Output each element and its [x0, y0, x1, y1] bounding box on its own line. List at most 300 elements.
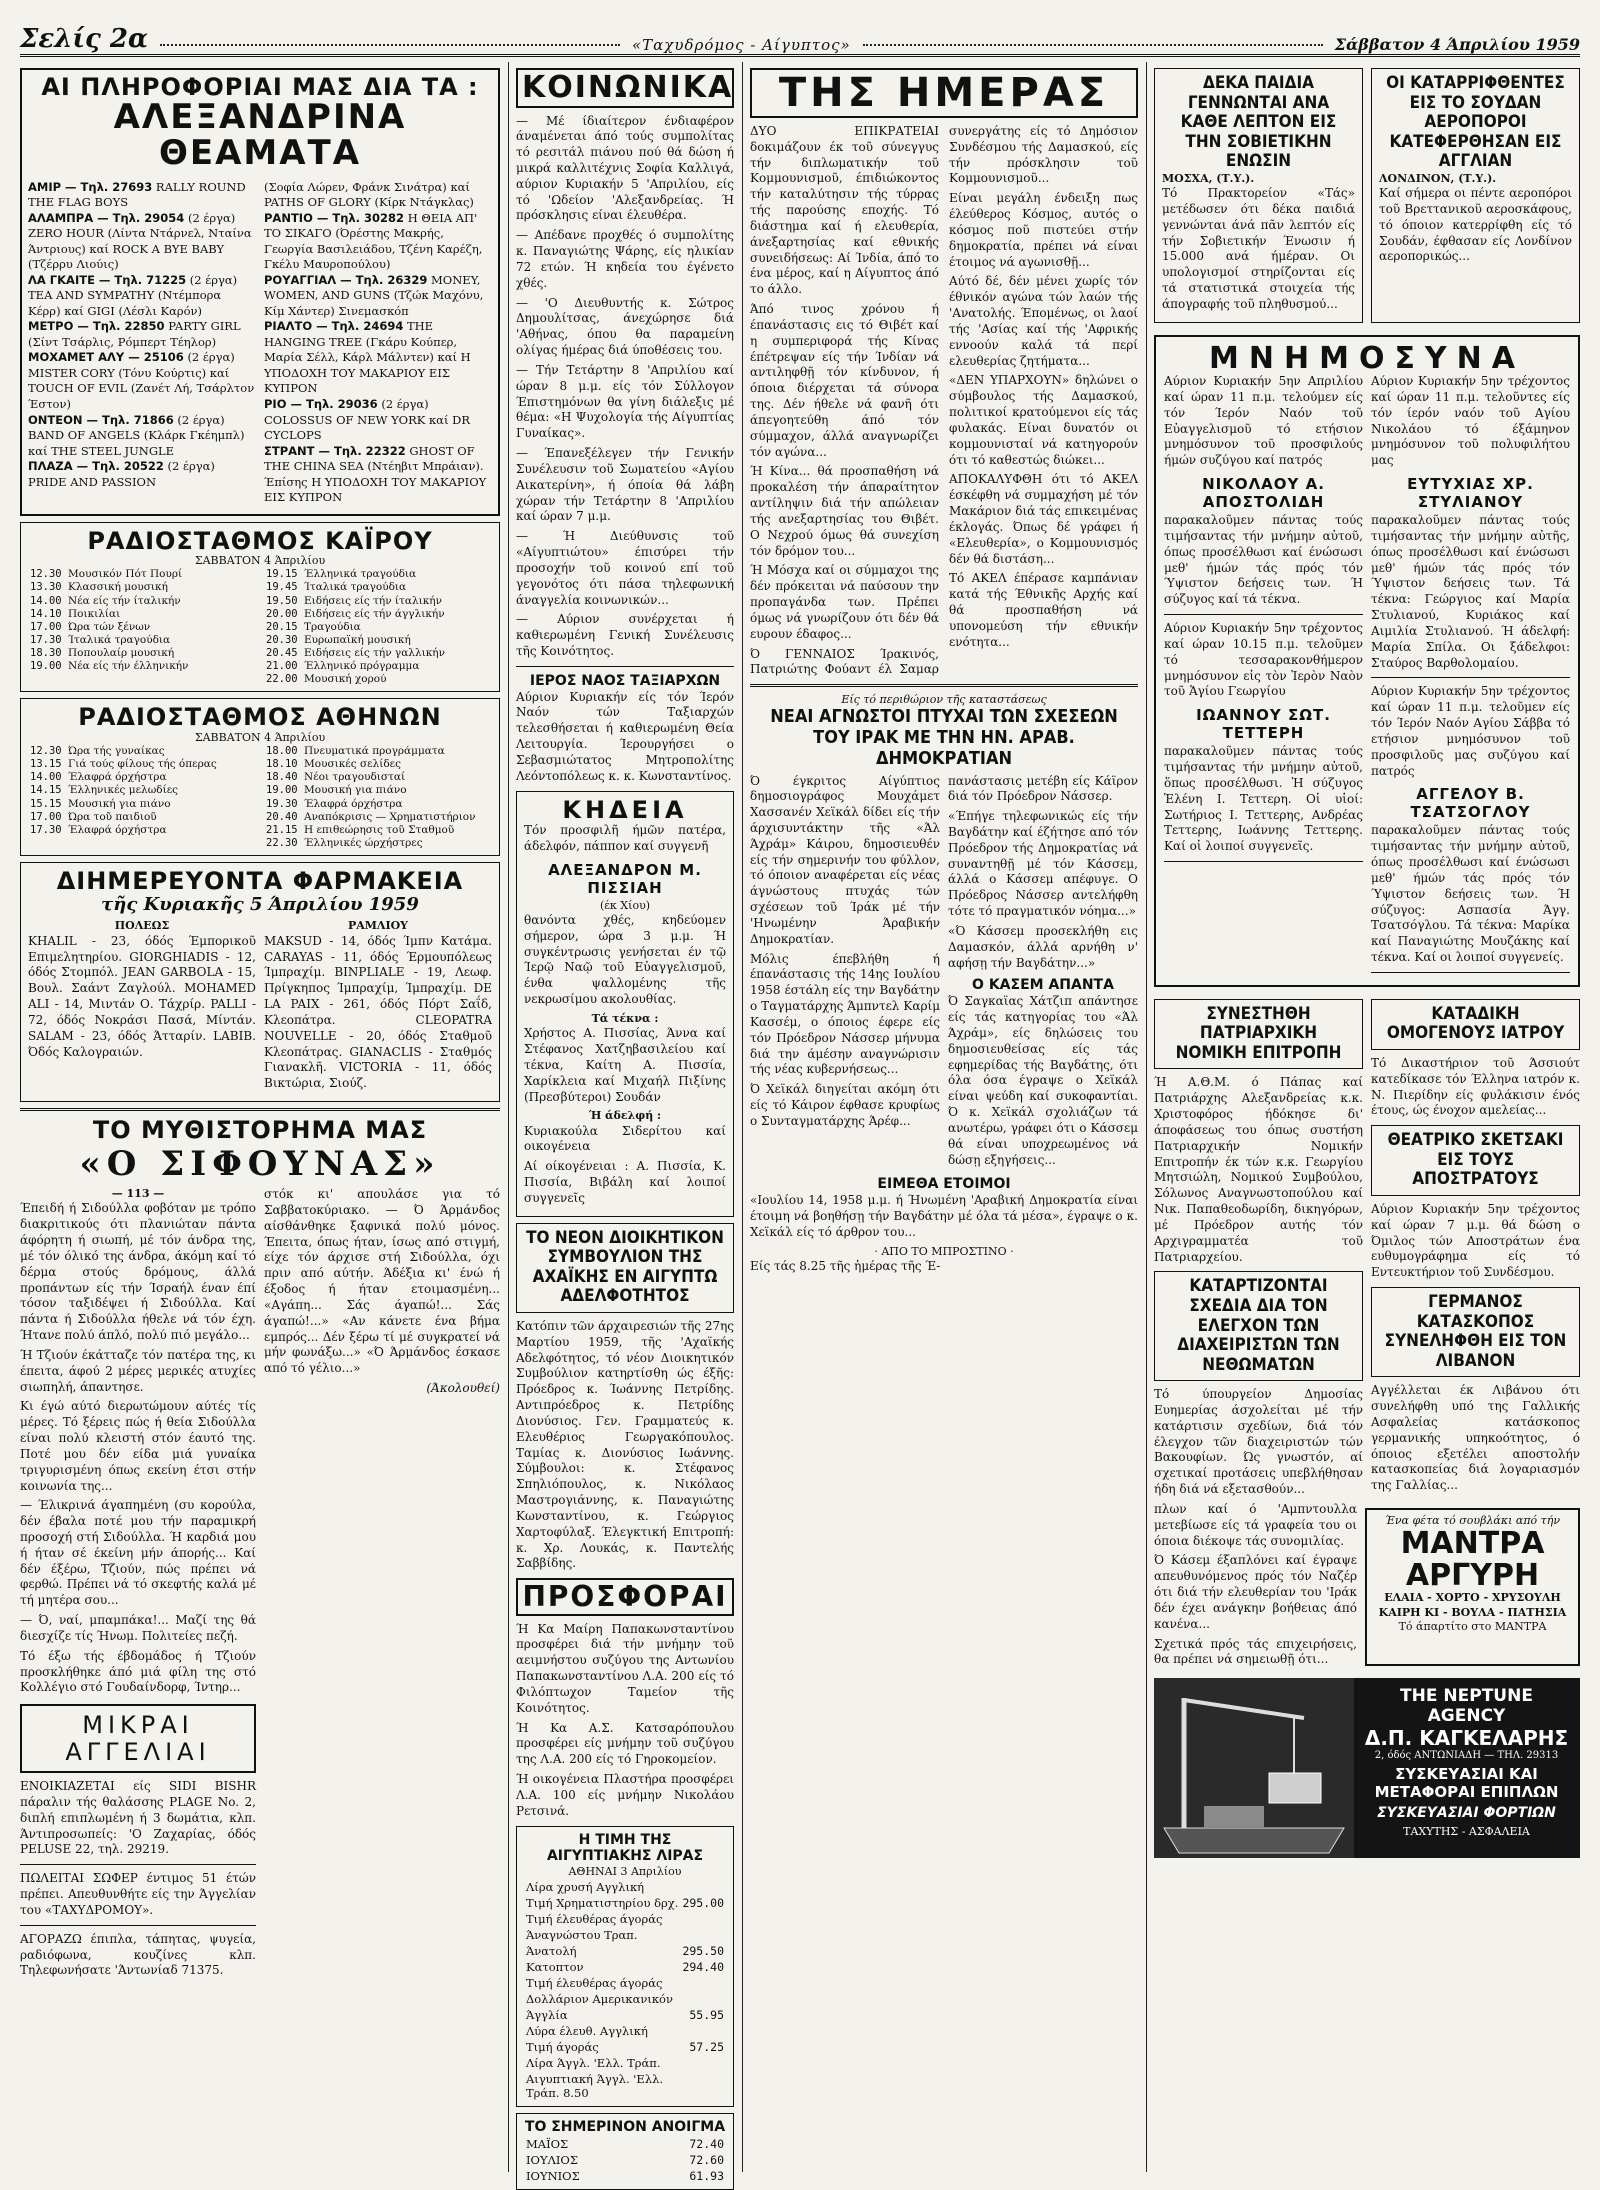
radio-athens-title: ΡΑΔΙΟΣΤΑΘΜΟΣ ΑΘΗΝΩΝ: [78, 703, 442, 732]
schedule-time: 19.00: [266, 784, 298, 797]
day-paragraph: Ό ΓΕΝΝΑΙΟΣ Ίρακινός, Πατριώτης Φούαντ έλ Σαμαρ συνεργάτης είς τό Δημόσιον Συνδέσμου τής Δαμασκού, είς τήν πρόσκλησιν τοῦ Κομμουνισμοῦ...: [750, 124, 1138, 677]
plans-article: [1154, 1271, 1363, 1381]
rate-value: 72.60: [689, 2153, 724, 2168]
iraq-text-right: [948, 774, 1138, 972]
memorials-section: [1154, 335, 1580, 987]
novel-paragraph: Κι έγώ αύτό διερωτώμουν αύτές τίς μέρες. Τό ξέρεις πώς ή θεία Σιδούλλα είναι πολύ κλειστή στόν έαυτό της. Ποτέ μου δέν είδα μιά γυναίκα τριγυρισμένη όπως εκείνη έτσι στήν κοινωνία της...: [20, 1399, 256, 1493]
schedule-time: 22.30: [266, 836, 298, 849]
novel-paragraph: στόκ κι' απουλάσε για τό Σαββατοκύριακο. — Ό Άρμάνδος αίσθάνθηκε ξαφνικά πολύ μόνος. Έπειτα, όπως ήταν, ίσως από στιγμή, είχε τόν άρχισε στή Σιδούλλα, όχι πριν από αύτήν. Άδέξια κι' ένώ ή έξοδος ή ήταν ετοιμασμένη... «Αγάπη... Σάς άγαπώ!... Σάς άγαπώ!...» «Αν κάνετε ένα βήμα εμπρός... Δέν ξέρω τί μέ συγκρατεί νά μήν φωνάξω...» «Ό Άρμάνδος έσκασε από τό γέλιο...»: [264, 1187, 500, 1376]
schedule-row: [264, 758, 492, 771]
pound-rate-title: Η ΤΙΜΗ ΤΗΣ ΑΙΓΥΠΤΙΑΚΗΣ ΛΙΡΑΣ: [546, 1831, 704, 1865]
soviet-births-article: [1154, 68, 1363, 323]
schedule-row: [28, 798, 256, 811]
social-item: — 'Ο Διευθυντής κ. Σώτρος Δημουλίτσας, άνεχώρησε διά 'Αθήνας, όπου θα παραμείνη ολίγας ήμέρας διά ύποθέσεις του.: [516, 295, 734, 358]
continued-label: · ΑΠΟ ΤΟ ΜΠΡΟΣΤΙΝΟ ·: [874, 1244, 1014, 1258]
schedule-row: [28, 595, 256, 608]
legal-committee-title: ΣΥΝΕΣΤΗΘΗ ΠΑΤΡΙΑΡΧΙΚΗ ΝΟΜΙΚΗ ΕΠΙΤΡΟΠΗ: [1175, 1003, 1342, 1063]
rate-value: [680, 1991, 726, 2007]
donations-header: [516, 1578, 734, 1615]
ad-services: ΣΥΣΚΕΥΑΣΙΑΙ ΚΑΙ ΜΕΤΑΦΟΡΑΙ ΕΠΙΠΛΩΝ: [1374, 1765, 1559, 1802]
memorial-intro: Αύριον Κυριακήν 5ην τρέχοντος καί ώραν 11 π.μ. τελοῦμεν είς τόν Ίερόν Ναόν Αγίου Σάββα τό ετήσιον μνημόσυνον τοῦ προσφιλοῦς μας συζύγου καί πατρός: [1371, 684, 1570, 778]
schedule-time: 14.00: [30, 594, 62, 607]
schedule-program: Ώρα τοῦ παιδιοῦ: [68, 810, 157, 823]
sudan-airmen-text: Καί σήμερα οι πέντε αεροπόροι τοῦ Βρεττανικοῦ αεροσκάφους, τό όποιον κατερρίφθη είς τό Σουδάν, έφθασαν είς Λονδίνον αεροπορικώς...: [1379, 186, 1572, 264]
social-item: — Απέδανε προχθές ό συμπολίτης κ. Παναγιώτης Ψάρης, είς ηλικίαν 72 ετών. Ή κηδεία του έγένετο χθές.: [516, 228, 734, 290]
cinema-entry: [28, 319, 256, 350]
rate-row: [524, 2136, 726, 2152]
donations-title: ΠΡΟΣΦΟΡΑΙ: [522, 1580, 728, 1614]
cotton-table: [524, 2136, 726, 2184]
schedule-row: [28, 824, 256, 837]
pound-rate-table: [524, 1879, 726, 2101]
rate-value: 61.93: [689, 2169, 724, 2184]
novel-paragraph: — Ό, ναί, μπαμπάκα!... Μαζί της θά διεσχίζε τίς Ήνωμ. Πολιτείες πεζή.: [20, 1613, 256, 1643]
schedule-time: 17.30: [30, 633, 62, 646]
novel-paragraph: — Έλικρινά άγαπημένη (συ κορούλα, δέν έβαλα ποτέ μου τήν παραμικρή προσοχή στή Σιδούλλα. Ή καρδιά μου ή ήταν σέ έκείνη μήν άπορής... Καί δέν έξέρω, Τζιούν, πώς πρέπει νά φερθώ. Πρέπει νά τό σκεφτής καλά μέ τή μητέρα σου...: [20, 1498, 256, 1608]
iraq-paragraph: «Έπήγε τηλεφωνικώς είς τήν Βαγδάτην καί έζήτησε από τόν Πρόεδρον τής Δημοκρατίας νά συναντηθῇ μέ τόν Κάσσεμ, άλλά ο Κάσσεμ απέφυγε. Ο Πρόεδρος Νάσσερ αντελήφθη τότε τό πραγματικόν νόημα...»: [948, 809, 1138, 919]
cinema-name: ΠΛΑΖΑ — Τηλ. 20522: [28, 459, 164, 474]
day-paragraph: ΔΥΟ ΕΠΙΚΡΑΤΕΙΑΙ δοκιμάζουν έκ τοῦ σύνεγγυς τήν διπλωματικήν τοῦ Κομμουνισμοῦ, έπιδιώκοντος τήν καταλύτησιν τής τύρρας τής παρούσης εποχής. Τό διάστημα καί ή ελευθερία, άνεξαρτησίας καί εθνικής συνειδήσεως: Αί Ίνδία, άπό το ένα μέρος, καί η Αίγυπτος άπό το άλλο.: [750, 124, 939, 297]
iraq-paragraph: «Ό Κάσσεμ προσεκλήθη εις Δαμασκόν, άλλά αρνήθη ν' αφήσῃ τήν Βαγδάτην...»: [948, 923, 1138, 970]
pharmacies-section: [20, 862, 500, 1102]
funeral-title: ΚΗΔΕΙΑ: [562, 795, 688, 824]
shows-section: [20, 68, 500, 516]
schedule-row: [264, 745, 492, 758]
cinema-program: PARTY GIRL (Σίντ Τσάρλις, Ρόμπερτ Τέηλορ): [28, 319, 241, 349]
memorial-intro: Αύριον Κυριακήν 5ην τρέχοντος καί ώραν 10.15 π.μ. τελοῦμεν τό τεσσαρακονθήμερον μνημόσυνον εἰς τὸν Ἱερὸν Ναὸν τοῦ Ἁγίου Γεωργίου: [1164, 621, 1363, 699]
rate-row: [524, 1943, 726, 1959]
rate-value: 295.00: [682, 1896, 724, 1911]
cinema-list-right: [264, 180, 492, 506]
schedule-program: Ειδήσεις είς τήν γαλλικήν: [304, 647, 445, 660]
schedule-time: 21.00: [266, 660, 298, 673]
cinema-name: ΡΟΥΑΓΓΙΑΛ — Τηλ. 26329: [264, 272, 428, 287]
pharmacies-ramleh-list: MAKSUD - 14, όδός Ίμπν Κατάμα. CARAYAS - 11, όδός Έρμουπόλεως Ίμπραχίμ. BINPLIALE - 19, Λεωφ. Πρίγκηπος Ίμπραχίμ, Ίμπραχίμ. DE LA PAIX - 261, όδός Πόρτ Σαΐδ, Κλεοπάτρα. CLEOPATRA NOUVELLE - 20, όδός Σταθμοῦ Κλεοπάτρας. GIANACLIS - Σταθμός Γιανακλῆ. VICTORIA - 11, όδός Βικτώρια, Σιούζ.: [264, 933, 492, 1091]
schedule-program: Η επιθεώρησις τοῦ Σταθμοῦ: [304, 823, 455, 836]
schedule-row: [28, 784, 256, 797]
funeral-intro: Τόν προσφιλῆ ήμῶν πατέρα, άδελφόν, πάππον καί συγγενῆ: [524, 822, 726, 853]
ad-crates: ΣΥΣΚΕΥΑΣΙΑΙ ΦΟΡΤΙΩΝ: [1377, 1805, 1556, 1822]
classified-ad: ΠΩΛΕΙΤΑΙ ΣΩΦΕΡ έντιμος 51 έτών πρέπει. Απευθυνθήτε είς την Άγγελίαν του «ΤΑΧΥΔΡΟΜΟΥ».: [20, 1871, 256, 1917]
schedule-row: [28, 608, 256, 621]
schedule-time: 17.00: [30, 810, 62, 823]
pound-rate-section: [516, 1826, 734, 2108]
schedule-time: 18.00: [266, 745, 298, 758]
issue-date: Σάββατον 4 Άπριλίου 1959: [1334, 35, 1581, 54]
cinema-name: ΣΤΡΑΝΤ — Τηλ. 22322: [264, 443, 406, 458]
schedule-row: [264, 634, 492, 647]
cinema-entry: [28, 350, 256, 412]
novel-paragraph: Ή Τζιούν έκάτταζε τόν πατέρα της, κι έπειτα, άφού 2 μέρες μερικές ατυχίες σιωπηλή, άπαντησε.: [20, 1347, 256, 1394]
continued-article: [1154, 1502, 1357, 1672]
funeral-deceased-name: ΑΛΕΞΑΝΔΡΟΝ Μ. ΠΙΣΣΙΑΗ: [548, 860, 702, 897]
mandra-subtitle: ΕΛΑΙΑ - ΧΟΡΤΟ - ΧΡΥΣΟΥΛΗ: [1384, 1591, 1561, 1605]
plans-text: Τό ύπουργείον Δημοσίας Ευημερίας άσχολείται μέ τήν κατάρτισιν σχεδίων, διά τόν έλεγχον τῶν διαχειριστών τών Βακουφίων. Ώς γνωστόν, αί σχετικαί προτάσεις υπεβλήθησαν ήδη διά νά εξετασθούν...: [1154, 1387, 1363, 1497]
schedule-row: [264, 811, 492, 824]
schedule-row: [264, 608, 492, 621]
schedule-program: Μουσική για πιάνο: [304, 784, 407, 797]
column-2: [516, 62, 735, 2184]
mandra-advertisement: [1365, 1508, 1580, 1666]
schedule-time: 17.00: [30, 620, 62, 633]
day-paragraph: Ή Μόσχα καί οι σύμμαχοι της δέν πρόκειται νά παύσουν την προπαγάνδα των. Πρέπει όμως νά γνωρίζουν ότι δέν θά ευρουν έδαφος...: [750, 563, 939, 641]
cinema-name: ΡΑΝΤΙΟ — Τηλ. 30282: [264, 210, 405, 225]
council-text: Κατόπιν τῶν άρχαιρεσιών τῆς 27ης Μαρτίου 1959, τῆς 'Αχαϊκής Αδελφότητος, τό νέον Διοικητικόν Συμβούλιον κατηρτίσθη ώς έξῆς: Πρόεδρος κ. Ίωάννης Πετρίδης. Αντιπρόεδρος κ. Πετρίδης Διονύσιος. Γεν. Γραμματεύς κ. Ελευθέριος Γεωργακόπουλος. Ταμίας κ. Διονύσιος Ιωάννης. Σύμβουλοι: κ. Στέφανος Σπηλιόπουλος, κ. Νικόλαος Μαστρογιάννης, κ. Παναγιώτης Κωνσταντίνου, κ. Γεώργιος Χαρτοφύλαξ. Έλεγκτική Επιτροπή: κ. Χρ. Λουκάς, κ. Παντελής Σαββίδης.: [516, 1318, 735, 1571]
cotton-title: ΤΟ ΣΗΜΕΡΙΝΟΝ ΑΝΟΙΓΜΑ: [524, 2119, 726, 2136]
iraq-headline: ΝΕΑΙ ΑΓΝΩΣΤΟΙ ΠΤΥΧΑΙ ΤΩΝ ΣΧΕΣΕΩΝ ΤΟΥ ΙΡΑΚ ΜΕ ΤΗΝ ΗΝ. ΑΡΑΒ. ΔΗΜΟΚΡΑΤΙΑΝ: [770, 706, 1118, 769]
spy-article: [1371, 1287, 1580, 1377]
schedule-program: Ίταλικά τραγούδια: [304, 581, 407, 594]
cinema-list-left: [28, 180, 256, 490]
memorial-text: παρακαλοῦμεν πάντας τούς τιμήσαντας τήν μνήμην αὐτοῦ, ὅπως προσέλθωσι. Ἡ σύζυγος Ἑλένη Ι. Τεττερη. Οἱ υἱοί: Σωτήριος Ι. Τεττερης, Ανδρέας Τεττερης, Ιωάννης Τεττερης. Καί οἱ λοιποί συγγενεῖς.: [1164, 744, 1363, 854]
schedule-program: Νέοι τραγουδισταί: [304, 771, 406, 784]
novel-title: «Ο ΣΙΦΟΥΝΑΣ»: [79, 1144, 441, 1185]
rate-value: 295.50: [682, 1944, 724, 1959]
cinema-program: (2 έργα) PRIDE AND PASSION: [28, 459, 215, 489]
cinema-entry: [264, 211, 492, 273]
rate-value: 57.25: [689, 2040, 724, 2055]
social-item: — Μέ ίδιαίτερον ένδιαφέρον άναμένεται άπό τούς συμπολίτας τό ρεσιτάλ πιάνου πού θά δώση ή μικρά καλλιτέχνις Σοφία Καλλιγά, αύριον Κυριακήν 5 'Απριλίου, είς τό 'Ωδείον 'Αλεξανδρείας. Ή πρόσκλησις είναι έλευθέρα.: [516, 113, 734, 223]
article-paragraph: Ό Κάσεμ έξαπλόνει καί έγραψε απευθυνόμενος πρός τόν Ναζέρ ότι διά τήν ελευθερίαν του 'Ιράκ δέν έχει ανάγκην βοήθειας άπό κανένα...: [1154, 1553, 1357, 1631]
cinema-program: (2 έργα) COLOSSUS OF NEW YORK καί DR CYCLOPS: [264, 396, 470, 443]
schedule-program: Αναπόκρισις — Χρηματιστήριον: [304, 810, 476, 823]
funeral-origin: (έκ Χίου): [599, 898, 651, 912]
schedule-time: 19.15: [266, 568, 298, 581]
pharmacies-title: ΔΙΗΜΕΡΕΥΟΝΤΑ ΦΑΡΜΑΚΕΙΑ: [56, 867, 464, 896]
schedule-program: Έλαφρά όρχήστρα: [68, 771, 167, 784]
sequel-text: «Ιουλίου 14, 1958 μ.μ. ή Ήνωμένη 'Αραβική Δημοκρατία είναι έτοιμη νά βοηθήσῃ τήν Βαγδάτην μέ όλα τά μέσα», έγραψε ο κ. Χεϊκάλ είς τό άρθρον του...: [750, 1193, 1138, 1239]
iraq-paragraph: Μόλις έπεβλήθη ή έπανάστασις τής 14ης Ιουλίου 1958 έστάλη είς την Βαγδάτην ο Ταγματάρχης Άμπντελ Καρίμ Κασσέμ, ο όποιος έφερε είς τόν Πρόεδρον Νάσσερ μήνυμα διά την άμέσην αναγνώρισιν τής νέας κυβερνήσεως...: [750, 951, 940, 1077]
theater-title: ΘΕΑΤΡΙΚΟ ΣΚΕΤΣΑΚΙ ΕΙΣ ΤΟΥΣ ΑΠΟΣΤΡΑΤΟΥΣ: [1387, 1130, 1564, 1190]
schedule-program: Έλαφρά όρχήστρα: [304, 797, 403, 810]
radio-cairo-schedule-right: [264, 568, 492, 686]
schedule-time: 17.30: [30, 823, 62, 836]
cinema-entry: [264, 319, 492, 397]
schedule-row: [28, 771, 256, 784]
council-article: [516, 1223, 734, 1313]
plans-title: ΚΑΤΑΡΤΙΖΟΝΤΑΙ ΣΧΕΔΙΑ ΔΙΑ ΤΟΝ ΕΛΕΓΧΟΝ ΤΩΝ ΔΙΑΧΕΙΡΙΣΤΩΝ ΤΩΝ ΝΕΘΩΜΑΤΩΝ: [1177, 1276, 1340, 1375]
article-paragraph: πλων καί ό 'Αμπντουλλα μετεβίωσε είς τά γραφεία του οι όποια διέκοψε τάς συνομιλίας.: [1154, 1501, 1357, 1548]
schedule-time: 14.15: [30, 784, 62, 797]
radio-athens-schedule-right: [264, 745, 492, 850]
rate-row: [524, 2007, 726, 2023]
rate-value: 55.95: [689, 2008, 724, 2023]
rate-label: Τιμή έλευθέρας άγοράς: [526, 1912, 663, 1927]
schedule-program: Νέα είς τήν ίταλικήν: [68, 594, 181, 607]
donation-items: [516, 1622, 734, 1820]
memorial-text: παρακαλοῦμεν πάντας τούς τιμήσαντας τήν μνήμην αὐτοῦ, όπως προσέλθωσι καί ένώσωσι μεθ' ήμών τάς πρός τόν Ύψιστον δεήσεις των. Ή σύζυγος καί τά τέκνα.: [1164, 513, 1363, 607]
schedule-program: Μουσική για πιάνο: [68, 797, 171, 810]
social-item: — Έπανεξέλεγεν τήν Γενικήν Συνέλευσιν τοῦ Σωματείου «Αγίου Αικατερίνη», ή όποία θά λάβη χώραν τήν Τετάρτην 8 'Απριλίου καί ώραν 7 μ.μ.: [516, 446, 734, 524]
schedule-program: Ώρα τών ξένων: [68, 620, 151, 633]
schedule-row: [264, 673, 492, 686]
radio-athens: [20, 698, 500, 856]
schedule-program: Έλαφρά όρχήστρα: [68, 823, 167, 836]
schedule-row: [28, 745, 256, 758]
donation-item: Ή Κα Α.Σ. Κατσαρόπουλου προσφέρει είς μνήμην τοῦ συζύγου της Λ.Α. 200 είς τό Γηροκομείον.: [516, 1720, 734, 1767]
rate-label: Τιμή έλευθέρας άγοράς: [526, 1976, 663, 1991]
rate-value: [680, 2055, 726, 2071]
schedule-row: [28, 660, 256, 673]
rate-row: [524, 1959, 726, 1975]
article-paragraph: Σχετικά πρός τάς επιχειρήσεις, θα πρέπει νά σημειωθῇ ότι...: [1154, 1636, 1357, 1667]
rate-label: Αιγυπτιακή Άγγλ. 'Ελλ. Τράπ. 8.50: [526, 2072, 664, 2101]
memorials-right: [1371, 374, 1570, 979]
donation-item: Ή Κα Μαίρη Παπακωνσταντίνου προσφέρει διά τήν μνήμην τοῦ αειμνήστου συζύγου της Αντωνίου Παπακωνσταντίνου Λ.Α. 200 είς τό Φιλόπτωχον Ταμείον τῆς Κοινότητος.: [516, 1621, 734, 1715]
classified-ad: ΕΝΟΙΚΙΑΖΕΤΑΙ είς SIDI BISHR πάραλιν τής θαλάσσης PLAGE No. 2, διπλή επιπλωμένη ή 3 δωμάτια, κλπ. Άντιπροσωπείς: 'Ο Ζαχαρίας, όδός PELUSE 22, τηλ. 29219.: [20, 1779, 256, 1857]
schedule-row: [28, 758, 256, 771]
classifieds-title-1: ΜΙΚΡΑΙ: [82, 1711, 194, 1740]
radio-athens-date: ΣΑΒΒΑΤΟΝ 4 Άπριλίου: [194, 730, 326, 744]
schedule-program: Πνευματικά προγράμματα: [304, 745, 445, 758]
social-item: — Αύριον συνέρχεται ή καθιερωμένη Γενική Συνέλευσις τῆς Κοινότητος.: [516, 612, 734, 658]
schedule-row: [28, 647, 256, 660]
schedule-program: Νέα είς τήν έλληνικήν: [68, 660, 189, 673]
theater-article: [1371, 1125, 1580, 1196]
mandra-name: ΜΑΝΤΡΑ ΑΡΓΥΡΗ: [1400, 1526, 1545, 1593]
schedule-time: 13.30: [30, 581, 62, 594]
schedule-time: 18.40: [266, 771, 298, 784]
doctor-article: [1371, 999, 1580, 1050]
novel-paragraph: Έπειδή ή Σιδούλλα φοβόταν με τρόπο διακριτικούς ότι πλανιώταν πάντα άφόρητη ή σιωπή, μέ τόν άνδρα της, μέ τόν όλικό της άνδρα, άκόμη καί τό δέρμα στούς δρόμους, άλλά προπάντων είς τήν Ίσραήλ έναν έπί τόσον ταξιδέψει ή Σιδούλλα. Καί πάντα ή Σιδούλλα ήθελε νά τόν έχη. Ήτανε πολύ άπλό, πολύ πιό μεγάλο...: [20, 1201, 256, 1343]
funeral-text: θανόντα χθές, κηδεύομεν σήμερον, ώρα 3 μ.μ. Ή συγκέντρωσις γενήσεται έν τῷ Ίερῷ Ναῷ τοῦ Εὐαγγελισμοῦ, ένθα ψαλλομένης τῆς νεκρωσίμου ακολουθίας.: [524, 912, 726, 1007]
rate-label: Λίρα Άγγλ. 'Ελλ. Τράπ.: [526, 2056, 661, 2071]
rate-label: Τιμή Χρηματιστηρίου δρχ.: [526, 1896, 679, 1911]
schedule-row: [264, 595, 492, 608]
rate-label: Άναγνώστου Τραπ.: [526, 1928, 638, 1943]
schedule-program: Μουσική χορού: [304, 673, 387, 686]
schedule-time: 19.45: [266, 581, 298, 594]
mandra-address: ΚΑΙΡΗ ΚΙ - ΒΟΥΛΑ - ΠΑΤΗΣΙΑ: [1378, 1605, 1567, 1619]
rate-value: 72.40: [689, 2137, 724, 2152]
schedule-program: Ευρωπαϊκή μουσική: [304, 633, 411, 646]
soviet-births-dateline: ΜΟΣΧΑ, (Τ.Υ.).: [1162, 171, 1255, 185]
memorial-divider: [1164, 861, 1363, 862]
rate-label: Άγγλία: [526, 2008, 568, 2023]
sudan-airmen-title: ΟΙ ΚΑΤΑΡΡΙΦΘΕΝΤΕΣ ΕΙΣ ΤΟ ΣΟΥΔΑΝ ΑΕΡΟΠΟΡΟΙ ΚΑΤΕΦΕΡΘΗΣΑΝ ΕΙΣ ΑΓΓΛΙΑΝ: [1386, 73, 1565, 172]
schedule-time: 14.00: [30, 771, 62, 784]
iraq-paragraph: Ό Χεϊκάλ διηγείται ακόμη ότι είς τό Κάιρον έφθασε κρυφίως ο Συνταγματάρχης Άρέφ...: [750, 1082, 940, 1128]
social-item: — Τήν Τετάρτην 8 'Απριλίου καί ώραν 8 μ.μ. είς τόν Σύλλογον Έπιστημόνων θα γίνη διάλεξις μέ θέμα: «Η Ψυχολογία τής Αίγυπτίας Γυναίκας».: [516, 362, 734, 441]
schedule-time: 12.30: [30, 745, 62, 758]
day-paragraph: Είναι μεγάλη ένδειξη πως έλεύθερος Κόσμος, αυτός ο κόσμος ποῦ πιστεύει στήν δημοκρατία, πρέπει νά είναι έτοιμος νά αγωνισθῇ...: [949, 191, 1138, 269]
page-number: Σελίς 2α: [20, 24, 148, 54]
funeral-sibling-label: Ή άδελφή :: [588, 1109, 662, 1123]
cinema-entry: [28, 180, 256, 211]
schedule-time: 14.10: [30, 607, 62, 620]
funeral-children-label: Τά τέκνα :: [591, 1011, 659, 1025]
cinema-program: (2 έργα) ZERO HOUR (Λίντα Ντάρνελ, Νταίνα Άντριους) καί ROCK A BYE BABY (Τζέρρυ Λιούις): [28, 210, 252, 272]
memorial-divider: [1371, 972, 1570, 973]
day-title: ΤΗΣ ΗΜΕΡΑΣ: [778, 70, 1110, 116]
cinema-name: ΡΙΑΛΤΟ — Τηλ. 24694: [264, 319, 404, 334]
cinema-program: RALLY ROUND THE FLAG BOYS: [28, 179, 246, 210]
cinema-entry: [264, 444, 492, 506]
mandra-kicker: Ένα φέτα τό σουβλάκι από τήν: [1384, 1513, 1561, 1527]
memorial-name: ΕΥΤΥΧΙΑΣ ΧΡ. ΣΤΥΛΙΑΝΟΥ: [1407, 475, 1534, 512]
social-items: [516, 114, 734, 660]
memorials-left: [1164, 374, 1363, 979]
ad-address: 2, όδός ΑΝΤΩΝΙΑΔΗ — ΤΗΛ. 29313: [1374, 1750, 1559, 1762]
masthead: [20, 8, 1580, 57]
shows-kicker: ΑΙ ΠΛΗΡΟΦΟΡΙΑΙ ΜΑΣ ΔΙΑ ΤΑ :: [41, 73, 479, 101]
rate-row: [524, 2071, 726, 2101]
schedule-time: 21.15: [266, 823, 298, 836]
cinema-name: ΡΙΟ — Τηλ. 29036: [264, 396, 378, 411]
rate-value: [680, 1911, 726, 1927]
rate-row: [524, 2055, 726, 2071]
rate-value: 294.40: [682, 1960, 724, 1975]
schedule-time: 20.40: [266, 810, 298, 823]
memorial-intro: Αύριον Κυριακήν 5ην τρέχοντος καί ώραν 11 π.μ. τελοῦντες είς τόν ίερόν ναόν τοῦ Αγίου Νικολάου τό έξάμηνον μνημόσυνον τοῦ πολυφιλήτου μας: [1371, 374, 1570, 468]
cinema-program: (2 έργα) BAND OF ANGELS (Κλάρκ Γκέημπλ) καί THE STEEL JUNGLE: [28, 412, 245, 458]
schedule-program: Έλληνικά τραγούδια: [304, 568, 417, 581]
rate-label: Τιμή άγοράς: [526, 2040, 599, 2055]
soviet-births-text: Τό Πρακτορείον «Τάς» μετέδωσεν ότι δέκα παιδιά γεννώνται άνά πᾶν λεπτόν είς τήν Σοβιετικήν Ένωσιν ή 15.000 ανά ήμέραν. Οι υπολογισμοί στηρίζονται είς τά στατιστικά στοιχεία τής άπογραφής τοῦ πληθυσμού...: [1162, 186, 1355, 311]
schedule-row: [264, 647, 492, 660]
ad-agency-name: THE NEPTUNE AGENCY: [1400, 1686, 1533, 1727]
rate-row: [524, 2168, 726, 2184]
schedule-row: [264, 581, 492, 594]
church-text: Αύριον Κυριακήν είς τόν Ίερόν Ναόν τών Ταξιαρχών τελεσθήσεται ή καθιερωμένη Θεία Λειτουργία. Ίερουργήσει ο Σεβασμιώτατος Μητροπολίτης Λεόντοπόλεως κ. κ. Κωνσταντίνος.: [516, 689, 734, 783]
novel-continued: (Άκολουθεί): [426, 1381, 500, 1396]
cinema-name: ΟΝΤΕΟΝ — Τηλ. 71866: [28, 412, 174, 427]
schedule-row: [264, 837, 492, 850]
donation-item: Ή οικογένεια Πλαστήρα προσφέρει Λ.Α. 100 είς μνήμην Νικολάου Ρετσινά.: [516, 1772, 734, 1818]
schedule-row: [264, 568, 492, 581]
memorial-name: ΙΩΑΝΝΟΥ ΣΩΤ. ΤΕΤΤΕΡΗ: [1196, 706, 1331, 743]
sequel-title: ΕΙΜΕΘΑ ΕΤΟΙΜΟΙ: [877, 1176, 1011, 1193]
memorial-divider: [1371, 677, 1570, 678]
pound-rate-dateline: ΑΘΗΝΑΙ 3 Απριλίου: [568, 1865, 682, 1879]
schedule-row: [28, 621, 256, 634]
rate-row: [524, 1927, 726, 1943]
schedule-program: Ποπουλαίρ μουσική: [68, 647, 175, 660]
schedule-program: Ειδήσεις είς τήν ίταλικήν: [304, 594, 442, 607]
funeral-relatives: Αί οίκογένειαι : Α. Πισσία, Κ. Πισσία, Βιβάλη καί λοιποί συγγενεῖς: [524, 1159, 726, 1205]
cinema-program: MONEY, WOMEN, AND GUNS (Τζώκ Μαχόνυ, Κίμ Χάντερ) Σινεμασκόπ: [264, 272, 484, 318]
memorial-name: ΑΓΓΕΛΟΥ Β. ΤΣΑΤΣΟΓΛΟΥ: [1410, 785, 1531, 822]
kasem-title: Ο ΚΑΣΕΜ ΑΠΑΝΤΑ: [972, 977, 1114, 994]
schedule-time: 20.15: [266, 620, 298, 633]
church-title: ΙΕΡΟΣ ΝΑΟΣ ΤΑΞΙΑΡΧΩΝ: [529, 672, 721, 689]
iraq-paragraph: Ό έγκριτος Αίγύπτιος δημοσιογράφος Μουχάμετ Χασσανέν Χεϊκάλ δίδει είς τήν άρχισυντάκτην τῆς «Άλ Άχράμ» Κάιρου, δημοσιευθέν είς τήν σημερινήν του φύλλον, τό όποιον αναφέρεται είς νέας άγνώστους πτυχάς τών σχέσεων τοῦ Ίράκ μέ τήν 'Ηνωμένην Άραβικήν Δημοκρατίαν.: [750, 773, 940, 946]
crane-ship-illustration: [1154, 1678, 1354, 1858]
schedule-time: 20.45: [266, 647, 298, 660]
schedule-time: 19.30: [266, 797, 298, 810]
cotton-section: [516, 2113, 734, 2190]
column-rule: [742, 62, 743, 2172]
schedule-program: Μουσικόν Πότ Πουρί: [68, 568, 183, 581]
cinema-program: THE HANGING TREE (Γκάρυ Κούπερ, Μαρία Σέλλ, Κάρλ Μάλντεν) καί Η ΥΠΟΔΟΧΗ ΤΟΥ ΜΑΚΑΡΙΟΥ ΕΙΣ ΚΥΠΡΟΝ: [264, 319, 471, 396]
memorial-intro: Αύριον Κυριακήν 5ην Απριλίου καί ώραν 11 π.μ. τελούμεν είς τόν Ίερόν Ναόν τοῦ Εὐαγγελισμοῦ τό ετήσιον μνημόσυνον τοῦ προσφιλούς ήμών συζύγου καί πατρός: [1164, 374, 1363, 468]
classified-ad: ΑΓΟΡΑΖΩ έπιπλα, τάπητας, ψυγεία, ραδιόφωνα, κουζίνες κλπ. Τηλεφωνήσατε 'Άντωνίαδ 71375.: [20, 1931, 256, 1978]
schedule-time: 22.00: [266, 673, 298, 686]
day-paragraph: «ΔΕΝ ΥΠΑΡΧΟΥΝ» δηλώνει ο σύμβουλος τής Δαμασκού, πολιτικοί κρατούμενοι είς τάς φυλακάς. Είναι δυνατόν οι κομμουνισταί νά κατηγορούν ότι τό καθεστώς διώκει...: [949, 373, 1138, 467]
cinema-entry: [264, 180, 492, 211]
schedule-program: Έλληνικό πρόγραμμα: [304, 660, 420, 673]
shows-title: ΑΛΕΞΑΝΔΡΙΝΑ ΘΕΑΜΑΤΑ: [113, 97, 407, 174]
schedule-time: 20.30: [266, 633, 298, 646]
classifieds-header-box: [20, 1704, 256, 1773]
ad-owner-name: Δ.Π. ΚΑΓΚΕΛΑΡΗΣ: [1364, 1726, 1569, 1751]
column-4: [1154, 62, 1580, 2172]
social-title: ΚΟΙΝΩΝΙΚΑ: [522, 70, 734, 105]
council-title: ΤΟ ΝΕΟΝ ΔΙΟΙΚΗΤΙΚΟΝ ΣΥΜΒΟΥΛΙΟΝ ΤΗΣ ΑΧΑΪΚΗΣ ΕΝ ΑΙΓΥΠΤΩ ΑΔΕΛΦΟΤΗΤΟΣ: [526, 1227, 724, 1307]
doctor-title: ΚΑΤΑΔΙΚΗ ΟΜΟΓΕΝΟΥΣ ΙΑΤΡΟΥ: [1386, 1003, 1565, 1044]
schedule-program: Ώρα τής γυναίκας: [68, 745, 165, 758]
radio-athens-schedule-left: [28, 745, 256, 837]
social-header: [516, 68, 734, 108]
cinema-name: ΑΛΑΜΠΡΑ — Τηλ. 29054: [28, 210, 185, 225]
cinema-program: (2 έργα) MISTER CORY (Τόνυ Κούρτις) καί TOUCH OF EVIL (Ζανέτ Λή, Τσάρλτον Έστον): [28, 350, 255, 411]
funeral-children: Χρήστος Α. Πισσίας, Άννα καί Στέφανος Χατζηβασιλείου καί τέκνα, Καίτη Α. Πισσία, Χαρίκλεια καί Μιχαήλ Πιξίνης (Πρεσβύτεροι) Σουδάν: [524, 1026, 726, 1104]
rate-label: ΙΟΥΛΙΟΣ: [526, 2153, 578, 2168]
schedule-row: [264, 621, 492, 634]
schedule-time: 12.30: [30, 568, 62, 581]
schedule-row: [264, 824, 492, 837]
rate-label: ΜΑΪΟΣ: [526, 2137, 569, 2152]
schedule-row: [264, 798, 492, 811]
column-1: [20, 62, 500, 2172]
schedule-row: [28, 811, 256, 824]
cinema-program: GHOST OF THE CHINA SEA (Ντέηβιτ Μπράιαν). Έπίσης Η ΥΠΟΔΟΧΗ ΤΟΥ ΜΑΚΑΡΙΟΥ ΕΙΣ ΚΥΠΡΟΝ: [264, 443, 487, 505]
schedule-time: 20.00: [266, 607, 298, 620]
cinema-entry: [28, 211, 256, 273]
cinema-program: (2 έργα) TEA AND SYMPATHY (Ντέμπορα Κέρρ) καί GIGI (Λέσλι Καρόν): [28, 272, 238, 318]
spy-text: Αγγέλλεται έκ Λιβάνου ότι συνελήφθη υπό της Γαλλικής Ασφαλείας κατάσκοπος γερμανικής υπηκοότητος, ό όποιος εξετέλει αποστολήν κατασκοπείας διά λογαριασμόν της Γαλλίας...: [1371, 1383, 1580, 1493]
cinema-name: ΜΟΧΑΜΕΤ ΑΛΥ — 25106: [28, 350, 184, 365]
funeral-sibling: Κυριακούλα Σιδερίτου καί οικογένεια: [524, 1123, 726, 1154]
memorial-name: ΝΙΚΟΛΑΟΥ Α. ΑΠΟΣΤΟΛΙΔΗ: [1202, 475, 1325, 512]
rate-value: [680, 1927, 726, 1943]
iraq-text-left: [750, 774, 940, 1173]
mandra-tagline: Τό άπαρτίτο στο ΜΑΝΤΡΑ: [1398, 1619, 1547, 1633]
novel-installment: — 113 —: [111, 1187, 165, 1201]
schedule-time: 18.10: [266, 758, 298, 771]
schedule-program: Έλληνικές μελωδίες: [68, 784, 179, 797]
schedule-time: 19.00: [30, 660, 62, 673]
schedule-row: [28, 581, 256, 594]
schedule-time: 13.15: [30, 758, 62, 771]
cinema-name: ΑΜΙΡ — Τηλ. 27693: [28, 179, 153, 194]
day-paragraph: ΑΠΟΚΑΛΥΦΘΗ ότι τό ΑΚΕΛ έσκέφθη νά συμμαχήση μέ τόν Μακάριον διά τάς επικειμένας έκλογάς. Όπως δέ γράφει ή «Ελευθερία», ο Κομμουνισμός δέν θά διστάση...: [949, 472, 1138, 566]
memorial-divider: [1164, 614, 1363, 615]
schedule-row: [28, 568, 256, 581]
pharmacies-city-label: ΠΟΛΕΩΣ: [114, 919, 170, 933]
classifieds-title-2: ΑΓΓΕΛΙΑΙ: [65, 1737, 211, 1766]
rate-value: [680, 2023, 726, 2039]
neptune-agency-advertisement: [1154, 1678, 1580, 1858]
rate-value: [680, 1975, 726, 1991]
schedule-program: Ποικιλίαι: [68, 607, 121, 620]
column-rule: [1146, 62, 1147, 2172]
theater-text: Αύριον Κυριακήν 5ην τρέχοντος καί ώραν 7 μ.μ. θά δώση ο Όμιλος τών Αποστράτων ένα ευθυμογράφημα είς τό Εντευκτήριον τοῦ Συνδέσμου.: [1371, 1201, 1580, 1280]
funeral-notice: [516, 791, 734, 1217]
schedule-program: Ειδήσεις είς τήν άγγλικήν: [304, 607, 445, 620]
column-3: [750, 62, 1138, 2172]
spy-title: ΓΕΡΜΑΝΟΣ ΚΑΤΑΣΚΟΠΟΣ ΣΥΝΕΛΗΦΘΗ ΕΙΣ ΤΟΝ ΛΙΒΑΝΟΝ: [1384, 1292, 1567, 1371]
rate-label: Λίρα χρυσή Αγγλική: [526, 1880, 645, 1895]
rate-row: [524, 2039, 726, 2055]
cinema-entry: [28, 413, 256, 460]
rate-label: Κατοπτον: [526, 1960, 584, 1975]
day-header: [750, 68, 1138, 118]
social-item: — Ή Διεύθυνσις τοῦ «Αίγυπτιώτου» έπισύρει τήν προσοχήν τοῦ κοινού επί τοῦ γεγονότος ότι πάσα τηλεφωνική άναγγελία κοινωνικών...: [516, 529, 734, 607]
cinema-program: Η ΘΕΙΑ ΑΠ' ΤΟ ΣΙΚΑΓΟ (Όρέστης Μακρής, Γεωργία Βασιλειάδου, Τζένη Καρέζη, Γκέλυ Μαυροπούλου): [264, 210, 483, 272]
rate-label: Δολλάριον Αμερικανικόν: [526, 1992, 673, 2007]
schedule-time: 15.15: [30, 797, 62, 810]
